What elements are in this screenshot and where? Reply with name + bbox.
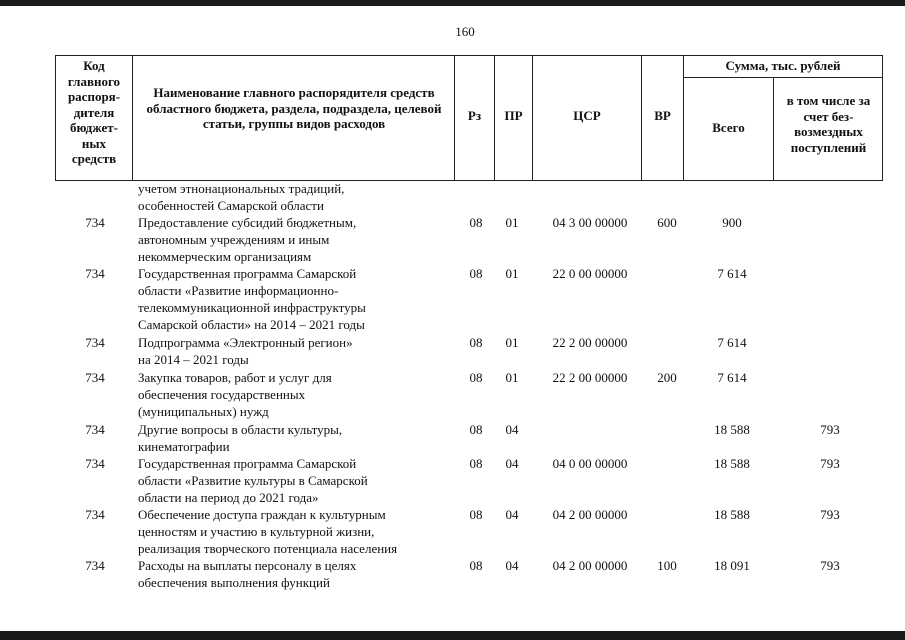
cell-vr: 200 (657, 370, 677, 385)
cell-name: Обеспечение доступа граждан к культурным ценностям и участию в культурной жизни, реализация творческого потенциала населения (138, 507, 398, 556)
cell-all: 900 (722, 215, 742, 230)
cell-pr: 04 (505, 558, 519, 573)
cell-pr: 04 (505, 456, 519, 471)
cell-kod: 734 (85, 456, 105, 471)
cell-rz: 08 (469, 558, 483, 573)
cell-pr: 04 (505, 422, 519, 437)
header-top-line (55, 55, 883, 56)
bottom-border (0, 631, 905, 640)
cell-name: учетом этнонациональных традиций, особенностей Самарской области (138, 181, 345, 213)
header-vr: ВР (654, 108, 671, 123)
cell-kod: 734 (85, 370, 105, 385)
cell-kod: 734 (85, 507, 105, 522)
cell-free: 793 (820, 422, 840, 437)
cell-pr: 01 (505, 215, 519, 230)
cell-kod: 734 (85, 422, 105, 437)
summa-underline (683, 77, 883, 78)
cell-name: Закупка товаров, работ и услуг для обеспечения государственных (муниципальных) нужд (138, 370, 332, 419)
cell-rz: 08 (469, 456, 483, 471)
cell-free: 793 (820, 456, 840, 471)
cell-pr: 01 (505, 266, 519, 281)
cell-kod: 734 (85, 266, 105, 281)
header-free: в том числе за счет без-возмездных поступлений (786, 93, 871, 155)
cell-free: 793 (820, 507, 840, 522)
header-rz: Рз (467, 108, 482, 123)
cell-name: Другие вопросы в области культуры, кинематографии (138, 422, 343, 454)
header-summa: Сумма, тыс. рублей (725, 58, 841, 73)
header-right-line (882, 55, 883, 181)
cell-kod: 734 (85, 558, 105, 573)
cell-csr: 22 0 00 00000 (552, 266, 628, 281)
cell-rz: 08 (469, 215, 483, 230)
header-pr: ПР (504, 108, 523, 123)
cell-name: Государственная программа Самарской области «Развитие информационно- телекоммуникационной инфраструктуры Самарской области» на 2014 – 2021 годы (138, 266, 366, 332)
cell-kod: 734 (85, 335, 105, 350)
cell-csr: 22 2 00 00000 (552, 370, 628, 385)
cell-rz: 08 (469, 422, 483, 437)
cell-rz: 08 (469, 335, 483, 350)
cell-name: Расходы на выплаты персоналу в целях обеспечения выполнения функций (138, 558, 357, 590)
cell-pr: 01 (505, 335, 519, 350)
cell-name: Предоставление субсидий бюджетным, автономным учреждениям и иным некоммерческим организациям (138, 215, 357, 264)
cell-name: Подпрограмма «Электронный регион» на 2014 – 2021 годы (138, 335, 353, 367)
cell-all: 18 091 (714, 558, 750, 573)
header-name: Наименование главного распорядителя средств областного бюджета, раздела, подраздела, целевой статьи, группы видов расходов (146, 85, 442, 131)
cell-all: 18 588 (714, 456, 750, 471)
header-divider (773, 78, 774, 181)
cell-pr: 01 (505, 370, 519, 385)
cell-name: Государственная программа Самарской области «Развитие культуры в Самарской области на период до 2021 года» (138, 456, 368, 505)
header-divider (683, 55, 684, 181)
cell-kod: 734 (85, 215, 105, 230)
cell-pr: 04 (505, 507, 519, 522)
cell-csr: 04 2 00 00000 (552, 507, 628, 522)
cell-all: 18 588 (714, 507, 750, 522)
top-border (0, 0, 905, 6)
cell-csr: 04 0 00 00000 (552, 456, 628, 471)
cell-csr: 22 2 00 00000 (552, 335, 628, 350)
cell-all: 7 614 (717, 335, 747, 350)
cell-rz: 08 (469, 507, 483, 522)
cell-all: 7 614 (717, 266, 747, 281)
table-header (55, 55, 883, 181)
cell-all: 18 588 (714, 422, 750, 437)
cell-rz: 08 (469, 370, 483, 385)
header-divider (132, 55, 133, 181)
page-number: 160 (455, 24, 475, 39)
cell-vr: 100 (657, 558, 677, 573)
header-csr: ЦСР (573, 108, 601, 123)
header-vsego: Всего (712, 120, 745, 135)
cell-csr: 04 3 00 00000 (552, 215, 628, 230)
cell-free: 793 (820, 558, 840, 573)
cell-csr: 04 2 00 00000 (552, 558, 628, 573)
cell-vr: 600 (657, 215, 677, 230)
header-kod: Код главного распоря- дителя бюджет- ных средств (67, 58, 121, 166)
cell-rz: 08 (469, 266, 483, 281)
cell-all: 7 614 (717, 370, 747, 385)
